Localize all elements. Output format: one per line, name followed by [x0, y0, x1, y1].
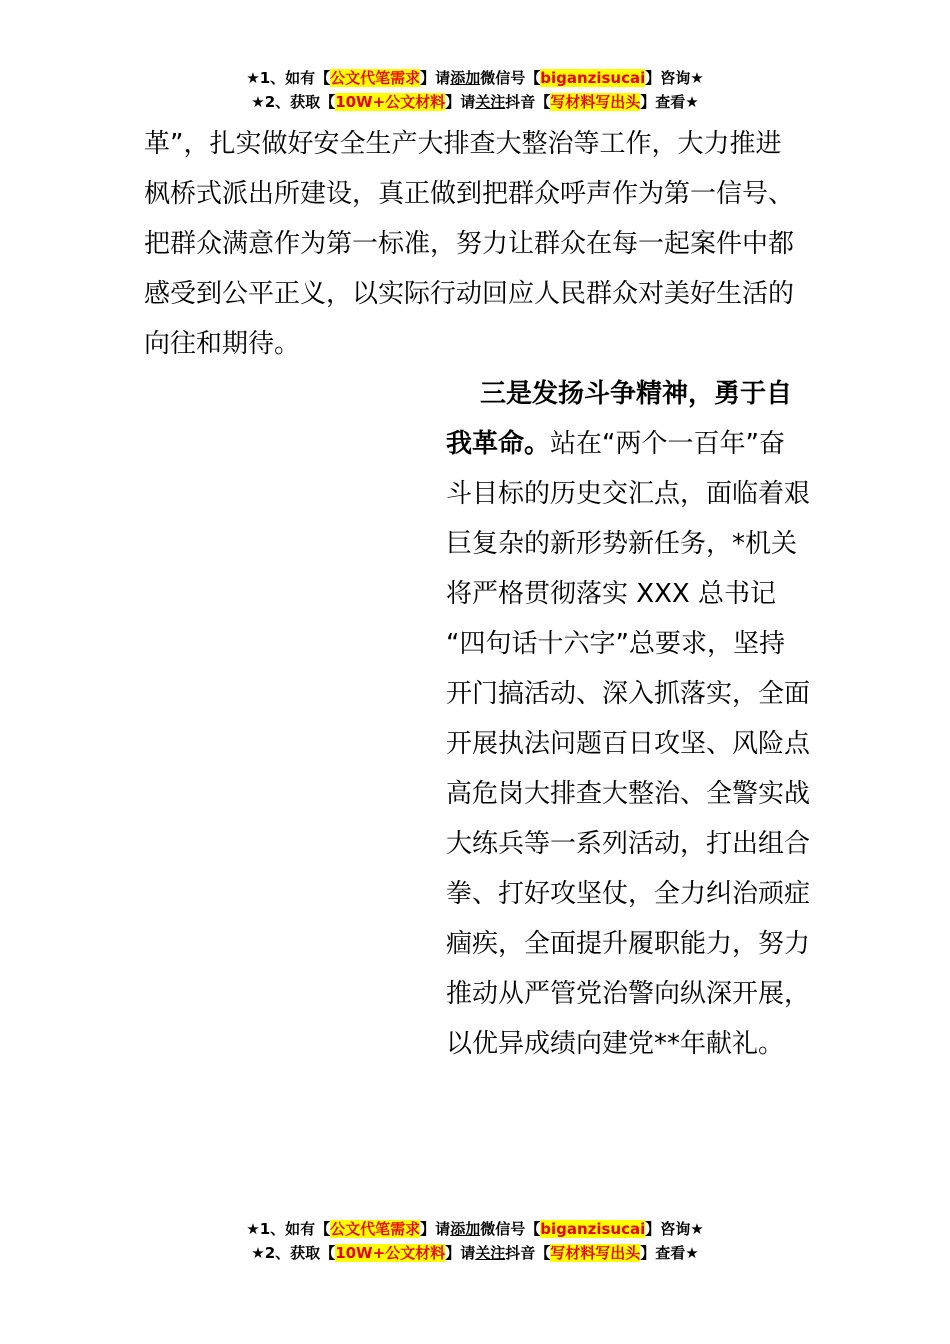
highlight-ghostwriting: 公文代笔需求	[330, 69, 421, 87]
banner-text: 】咨询★	[645, 1220, 704, 1238]
banner-text: 】请	[420, 1220, 451, 1238]
banner-text: 】请	[420, 69, 451, 87]
underlined-follow: 关注	[475, 93, 506, 111]
banner-text: 】咨询★	[645, 69, 704, 87]
banner-text: 微信号【	[480, 69, 541, 87]
banner-text: 】查看★	[640, 1244, 699, 1262]
text-line: 将严格贯彻落实 XXX 总书记	[446, 579, 776, 609]
highlight-wechat-id: biganzisucai	[540, 69, 646, 87]
footer-banner	[0, 1217, 950, 1265]
text-line: 痼疾，全面提升履职能力，努力	[446, 929, 811, 959]
header-banner	[0, 66, 950, 114]
text-line: 巨复杂的新形势新任务，*机关	[446, 529, 798, 559]
banner-text: ★1、如有【	[246, 1220, 331, 1238]
text-line: 推动从严管党治警向纵深开展，	[446, 979, 811, 1009]
text-line	[446, 419, 816, 469]
highlight-douyin-id: 写材料写出头	[550, 1244, 641, 1262]
banner-text: ★1、如有【	[246, 69, 331, 87]
text-line-rest: 站在“两个一百年”奋	[550, 429, 785, 459]
paragraph-struggle-spirit	[446, 369, 816, 1069]
banner-text: ★2、获取【	[251, 93, 336, 111]
paragraph-continued	[144, 119, 814, 369]
highlight-ghostwriting: 公文代笔需求	[330, 1220, 421, 1238]
banner-line-1	[0, 66, 950, 90]
text-line: 革”，扎实做好安全生产大排查大整治等工作，大力推进	[144, 129, 782, 159]
section-heading-end: 我革命。	[446, 429, 551, 459]
highlight-materials: 10W+公文材料	[335, 93, 446, 111]
text-line: 斗目标的历史交汇点，面临着艰	[446, 479, 811, 509]
section-heading: 三是发扬斗争精神，勇于自	[480, 379, 793, 409]
banner-text: 抖音【	[505, 1244, 551, 1262]
highlight-douyin-id: 写材料写出头	[550, 93, 641, 111]
banner-text: 】查看★	[640, 93, 699, 111]
text-line: 感受到公平正义，以实际行动回应人民群众对美好生活的	[144, 279, 795, 309]
banner-text: 抖音【	[505, 93, 551, 111]
highlight-wechat-id: biganzisucai	[540, 1220, 646, 1238]
text-line: 高危岗大排查大整治、全警实战	[446, 779, 811, 809]
text-line: 开门搞活动、深入抓落实，全面	[446, 679, 811, 709]
text-line: 大练兵等一系列活动，打出组合	[446, 829, 811, 859]
text-line: 向往和期待。	[144, 329, 301, 359]
text-line: 拳、打好攻坚仗，全力纠治顽症	[446, 879, 811, 909]
banner-line-2	[0, 90, 950, 114]
text-line: 开展执法问题百日攻坚、风险点	[446, 729, 811, 759]
underlined-add: 添加	[450, 69, 481, 87]
banner-line-1	[0, 1217, 950, 1241]
highlight-materials: 10W+公文材料	[335, 1244, 446, 1262]
banner-text: ★2、获取【	[251, 1244, 336, 1262]
banner-text: 】请	[445, 1244, 476, 1262]
text-line: 以优异成绩向建党**年献礼。	[446, 1029, 785, 1059]
banner-text: 微信号【	[480, 1220, 541, 1238]
underlined-add: 添加	[450, 1220, 481, 1238]
text-line: 枫桥式派出所建设，真正做到把群众呼声作为第一信号、	[144, 179, 795, 209]
underlined-follow: 关注	[475, 1244, 506, 1262]
banner-line-2	[0, 1241, 950, 1265]
text-line: 把群众满意作为第一标准，努力让群众在每一起案件中都	[144, 229, 795, 259]
banner-text: 】请	[445, 93, 476, 111]
text-line: “四句话十六字”总要求，坚持	[446, 629, 785, 659]
